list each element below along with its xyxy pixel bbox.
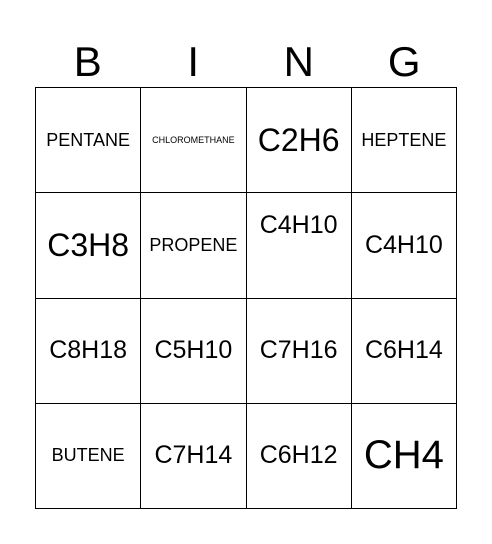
bingo-cell[interactable]: C6H12 [247,404,352,509]
bingo-cell[interactable]: HEPTENE [352,88,457,193]
header-letter-b: B [73,38,102,85]
header-letter-n: N [283,38,314,85]
header-letter-i: I [187,38,200,85]
bingo-cell[interactable]: CH4 [352,404,457,509]
bingo-cell[interactable]: C8H18 [36,299,141,404]
header-letter-g: G [387,38,421,85]
bingo-grid [35,87,457,509]
bingo-cell[interactable]: PROPENE [141,193,246,298]
bingo-cell[interactable]: C6H14 [352,299,457,404]
bingo-header [35,38,457,86]
bingo-cell[interactable]: C5H10 [141,299,246,404]
bingo-cell[interactable]: BUTENE [36,404,141,509]
bingo-cell[interactable]: C7H14 [141,404,246,509]
bingo-cell[interactable]: C3H8 [36,193,141,298]
bingo-cell[interactable]: C4H10 [247,193,352,298]
bingo-cell[interactable]: C7H16 [247,299,352,404]
bingo-cell[interactable]: CHLOROMETHANE [141,88,246,193]
bingo-cell[interactable]: PENTANE [36,88,141,193]
bingo-cell[interactable]: C2H6 [247,88,352,193]
bingo-cell[interactable]: C4H10 [352,193,457,298]
